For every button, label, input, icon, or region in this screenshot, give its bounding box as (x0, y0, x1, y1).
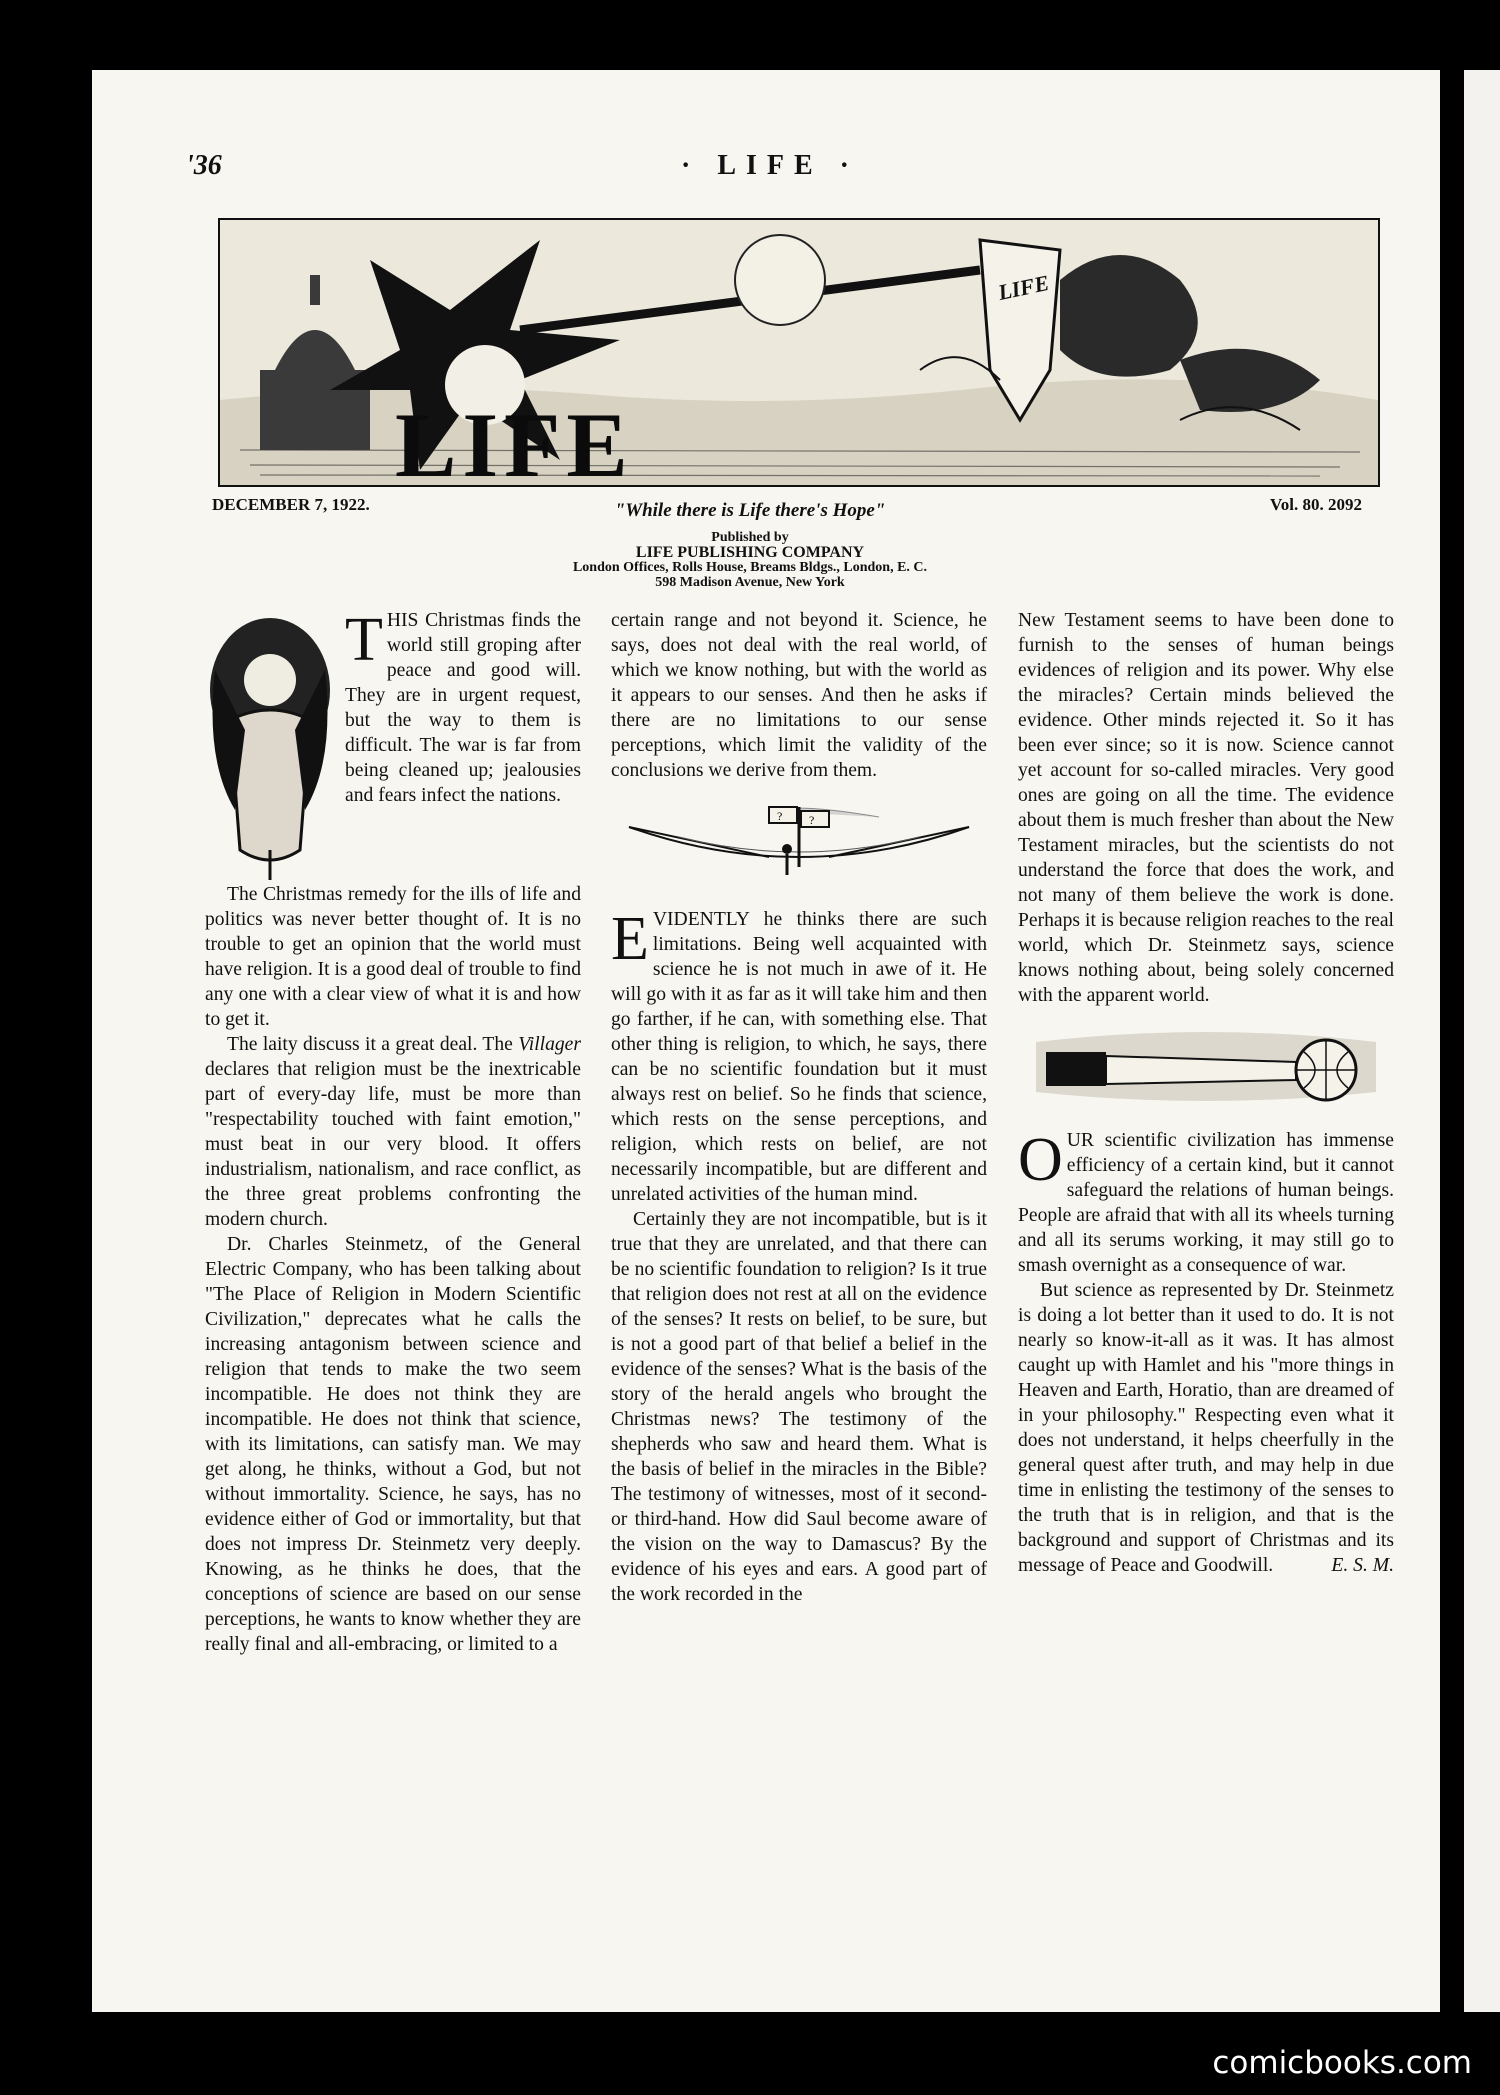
para10-text: But science as represented by Dr. Steinmetz is doing a lot better than it used to do. It is not nearly so know-it-all as it was. It has almost caught up with Hamlet and his "more things in Heaven and Earth, Horatio, than are dreamed of in your philosophy." Respecting even what it does not understand, it helps cheerfully in the general quest after truth, and may help in due time in enlisting the testimony of the senses to the truth that is in religion, and that is the background and support of Christmas and its message of Peace and Goodwill. (1018, 1280, 1394, 1576)
volume-number: Vol. 80. 2092 (1270, 495, 1362, 514)
issue-date: DECEMBER 7, 1922. (212, 495, 370, 514)
para3-end: declares that religion must be the inextricable part of every-day life, must be more than "respectability touched with faint emotion," must beat in our very blood. It offers industrialism, nationalism, and race conflict, as the three great problems confronting the modern church. (205, 1059, 581, 1230)
london-offices: London Offices, Rolls House, Breams Bldgs., London, E. C. (572, 560, 928, 575)
running-title: · LIFE · (680, 150, 860, 181)
paragraph-5: certain range and not beyond it. Science, he says, does not deal with the real world, of which we know nothing, but with the world as it appears to our senses. And then he asks if there are no limitations to our sense perceptions, which limit the validity of the conclusions we derive from them. (611, 610, 987, 781)
ny-office: 598 Madison Avenue, New York (655, 575, 845, 590)
drop-cap-t: T (345, 606, 383, 674)
paragraph-1 (205, 608, 581, 808)
para9-text: UR scientific civilization has immense efficiency of a certain kind, but it cannot safeguard the relations of human beings. People are afraid that with all its wheels turning and all its serums working, it may still go to smash overnight as a consequence of war. (1018, 1130, 1394, 1276)
column-1 (205, 608, 581, 1657)
motto: "While there is Life there's Hope" (614, 500, 886, 521)
paragraph-3 (205, 1032, 581, 1232)
published-by: Published by (711, 530, 789, 545)
villager-title: Villager (518, 1034, 581, 1055)
para1-text: HIS Christmas finds the world still groping after peace and good will. They are in urgent request, but the way to them is difficult. The war is far from being cleaned up; jealousies and fears infect the nations. (345, 610, 581, 806)
page-number: '36 (186, 150, 222, 181)
column-2 (611, 608, 987, 1607)
angel-illustration (205, 610, 335, 882)
author-signature: E. S. M. (1331, 1555, 1394, 1576)
shield-label: LIFE (995, 269, 1052, 306)
life-logo: LIFE (395, 394, 634, 496)
paragraph-7: Certainly they are not incompatible, but is it true that they are unrelated, and that there can be no scientific foundation to religion? Is it true that religion does not rest at all on the evidence of the senses? It rests on belief, to be sure, but is not a good part of that belief a belief in the evidence of the senses? What is the basis of the story of the herald angels who brought the Christmas news? The testimony of the shepherds who saw and heard them. What is the basis of belief in the miracles in the Bible? The testimony of witnesses, most of it second- or third-hand. How did Saul become aware of the vision on the way to Damascus? By the evidence of his eyes and ears. A good part of the work recorded in the (611, 1209, 987, 1605)
paragraph-10 (1018, 1278, 1394, 1578)
paragraph-2: The Christmas remedy for the ills of life and politics was never better thought of. It is no trouble to get an opinion that the world must have religion. It is a good deal of trouble to find any one with a clear view of what it is and how to get it. (205, 884, 581, 1030)
adjacent-page-edge (1464, 70, 1500, 2012)
paragraph-8: New Testament seems to have been done to furnish to the senses of human beings evidences of religion and its power. Why else the miracles? Certain minds believed the evidence. Other minds rejected it. So it has been ever since; so it is now. Science cannot yet account for so-called miracles. Very good ones are going on all the time. The evidence about them is much fresher than about the New Testament miracles, but the scientists do not understand the force that does the work, and not many of them believe the work is done. Perhaps it is because religion reaches to the real world, which Dr. Steinmetz says, science knows nothing about, being solely concerned with the apparent world. (1018, 610, 1394, 1006)
drop-cap-o: O (1018, 1126, 1063, 1194)
drop-cap-e: E (611, 905, 649, 973)
signpost-illustration (619, 797, 979, 889)
masthead-illustration (218, 218, 1380, 487)
sign-right: ? (809, 813, 815, 827)
watermark-link[interactable]: comicbooks.com (1212, 2045, 1472, 2081)
paragraph-6 (611, 907, 987, 1207)
paragraph-9 (1018, 1128, 1394, 1278)
paragraph-4: Dr. Charles Steinmetz, of the General Electric Company, who has been talking about "The Place of Religion in Modern Scientific Civilization," deprecates what he calls the increasing antagonism between science and religion that tends to make the two seem incompatible. He does not think they are incompatible. He does not think that science, with its limitations, can satisfy man. We may get along, he thinks, without a God, but not without immortality. Science, he says, has no evidence either of God or immortality, but that does not impress Dr. Steinmetz very deeply. Knowing, as he thinks he does, that the conceptions of science are based on our sense perceptions, he wants to know whether they are really final and all-embracing, or limited to a (205, 1234, 581, 1655)
para3-start: The laity discuss it a great deal. The (227, 1034, 519, 1055)
masthead-drawing (220, 220, 1378, 485)
publisher-block (0, 530, 1500, 590)
column-3 (1018, 608, 1394, 1578)
syringe-globe-illustration (1026, 1022, 1386, 1110)
sign-left: ? (777, 809, 783, 823)
publisher-name: LIFE PUBLISHING COMPANY (635, 544, 865, 561)
para6-text: VIDENTLY he thinks there are such limitations. Being well acquainted with science he is not much in awe of it. He will go with it as far as it will take him and then go farther, if he can, with something else. That other thing is religion, to which, he says, there can be no scientific foundation but it must always rest on belief. So he finds that science, which rests on the sense perceptions, and religion, which rests on belief, are not necessarily incompatible, but are different and unrelated activities of the human mind. (611, 909, 987, 1205)
